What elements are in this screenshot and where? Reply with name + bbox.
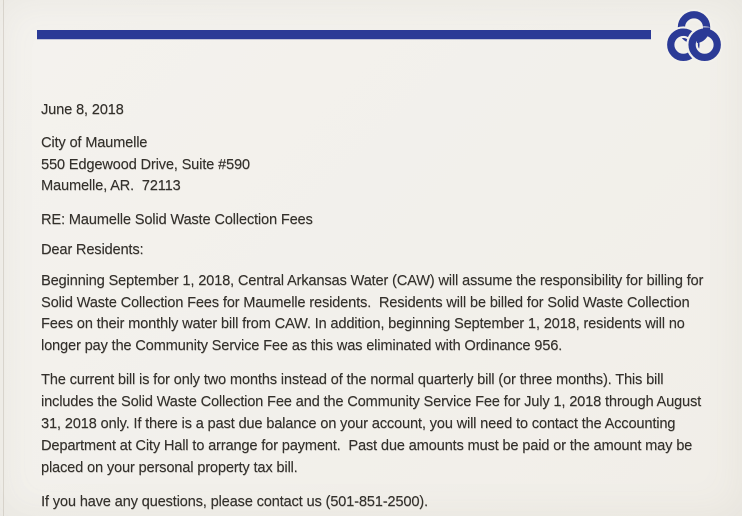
letter-paragraph-2: The current bill is for only two months instead of the normal quarterly bill (or three months). This bill includes the Solid Waste Collection Fee and the Community Service Fee for July 1, 2018 through August 31, 2018 only. If there is a past due balance on your account, you will need to contact the Accounting Department at City Hall to arrange for payment. Past due amounts must be paid or the amount may be placed on your personal property tax bill. — [41, 372, 705, 476]
sender-address-line1: 550 Edgewood Drive, Suite #590 — [41, 156, 250, 173]
sender-address-line2: Maumelle, AR. 72113 — [41, 178, 181, 195]
letter-body — [41, 100, 713, 516]
letterhead-rule — [37, 30, 651, 39]
letter-paragraph-1: Beginning September 1, 2018, Central Arkansas Water (CAW) will assume the responsibility for billing for Solid Waste Collection Fees for Maumelle residents. Residents will be billed for Solid Waste Collection Fees on their monthly water bill from CAW. In addition, beginning September 1, 2018, residents will no longer pay the Community Service Fee as this was eliminated with Ordinance 956. — [41, 272, 708, 355]
scan-edge-artifact — [3, 0, 4, 516]
sender-name: City of Maumelle — [41, 134, 148, 151]
trefoil-knot-logo-icon — [663, 7, 725, 69]
letter-salutation: Dear Residents: — [41, 241, 144, 258]
letter-date: June 8, 2018 — [41, 102, 124, 118]
sender-address-block — [41, 133, 713, 198]
letter-closing: If you have any questions, please contact us (501-851-2500). — [41, 494, 428, 511]
letter-subject: RE: Maumelle Solid Waste Collection Fees — [41, 212, 313, 229]
